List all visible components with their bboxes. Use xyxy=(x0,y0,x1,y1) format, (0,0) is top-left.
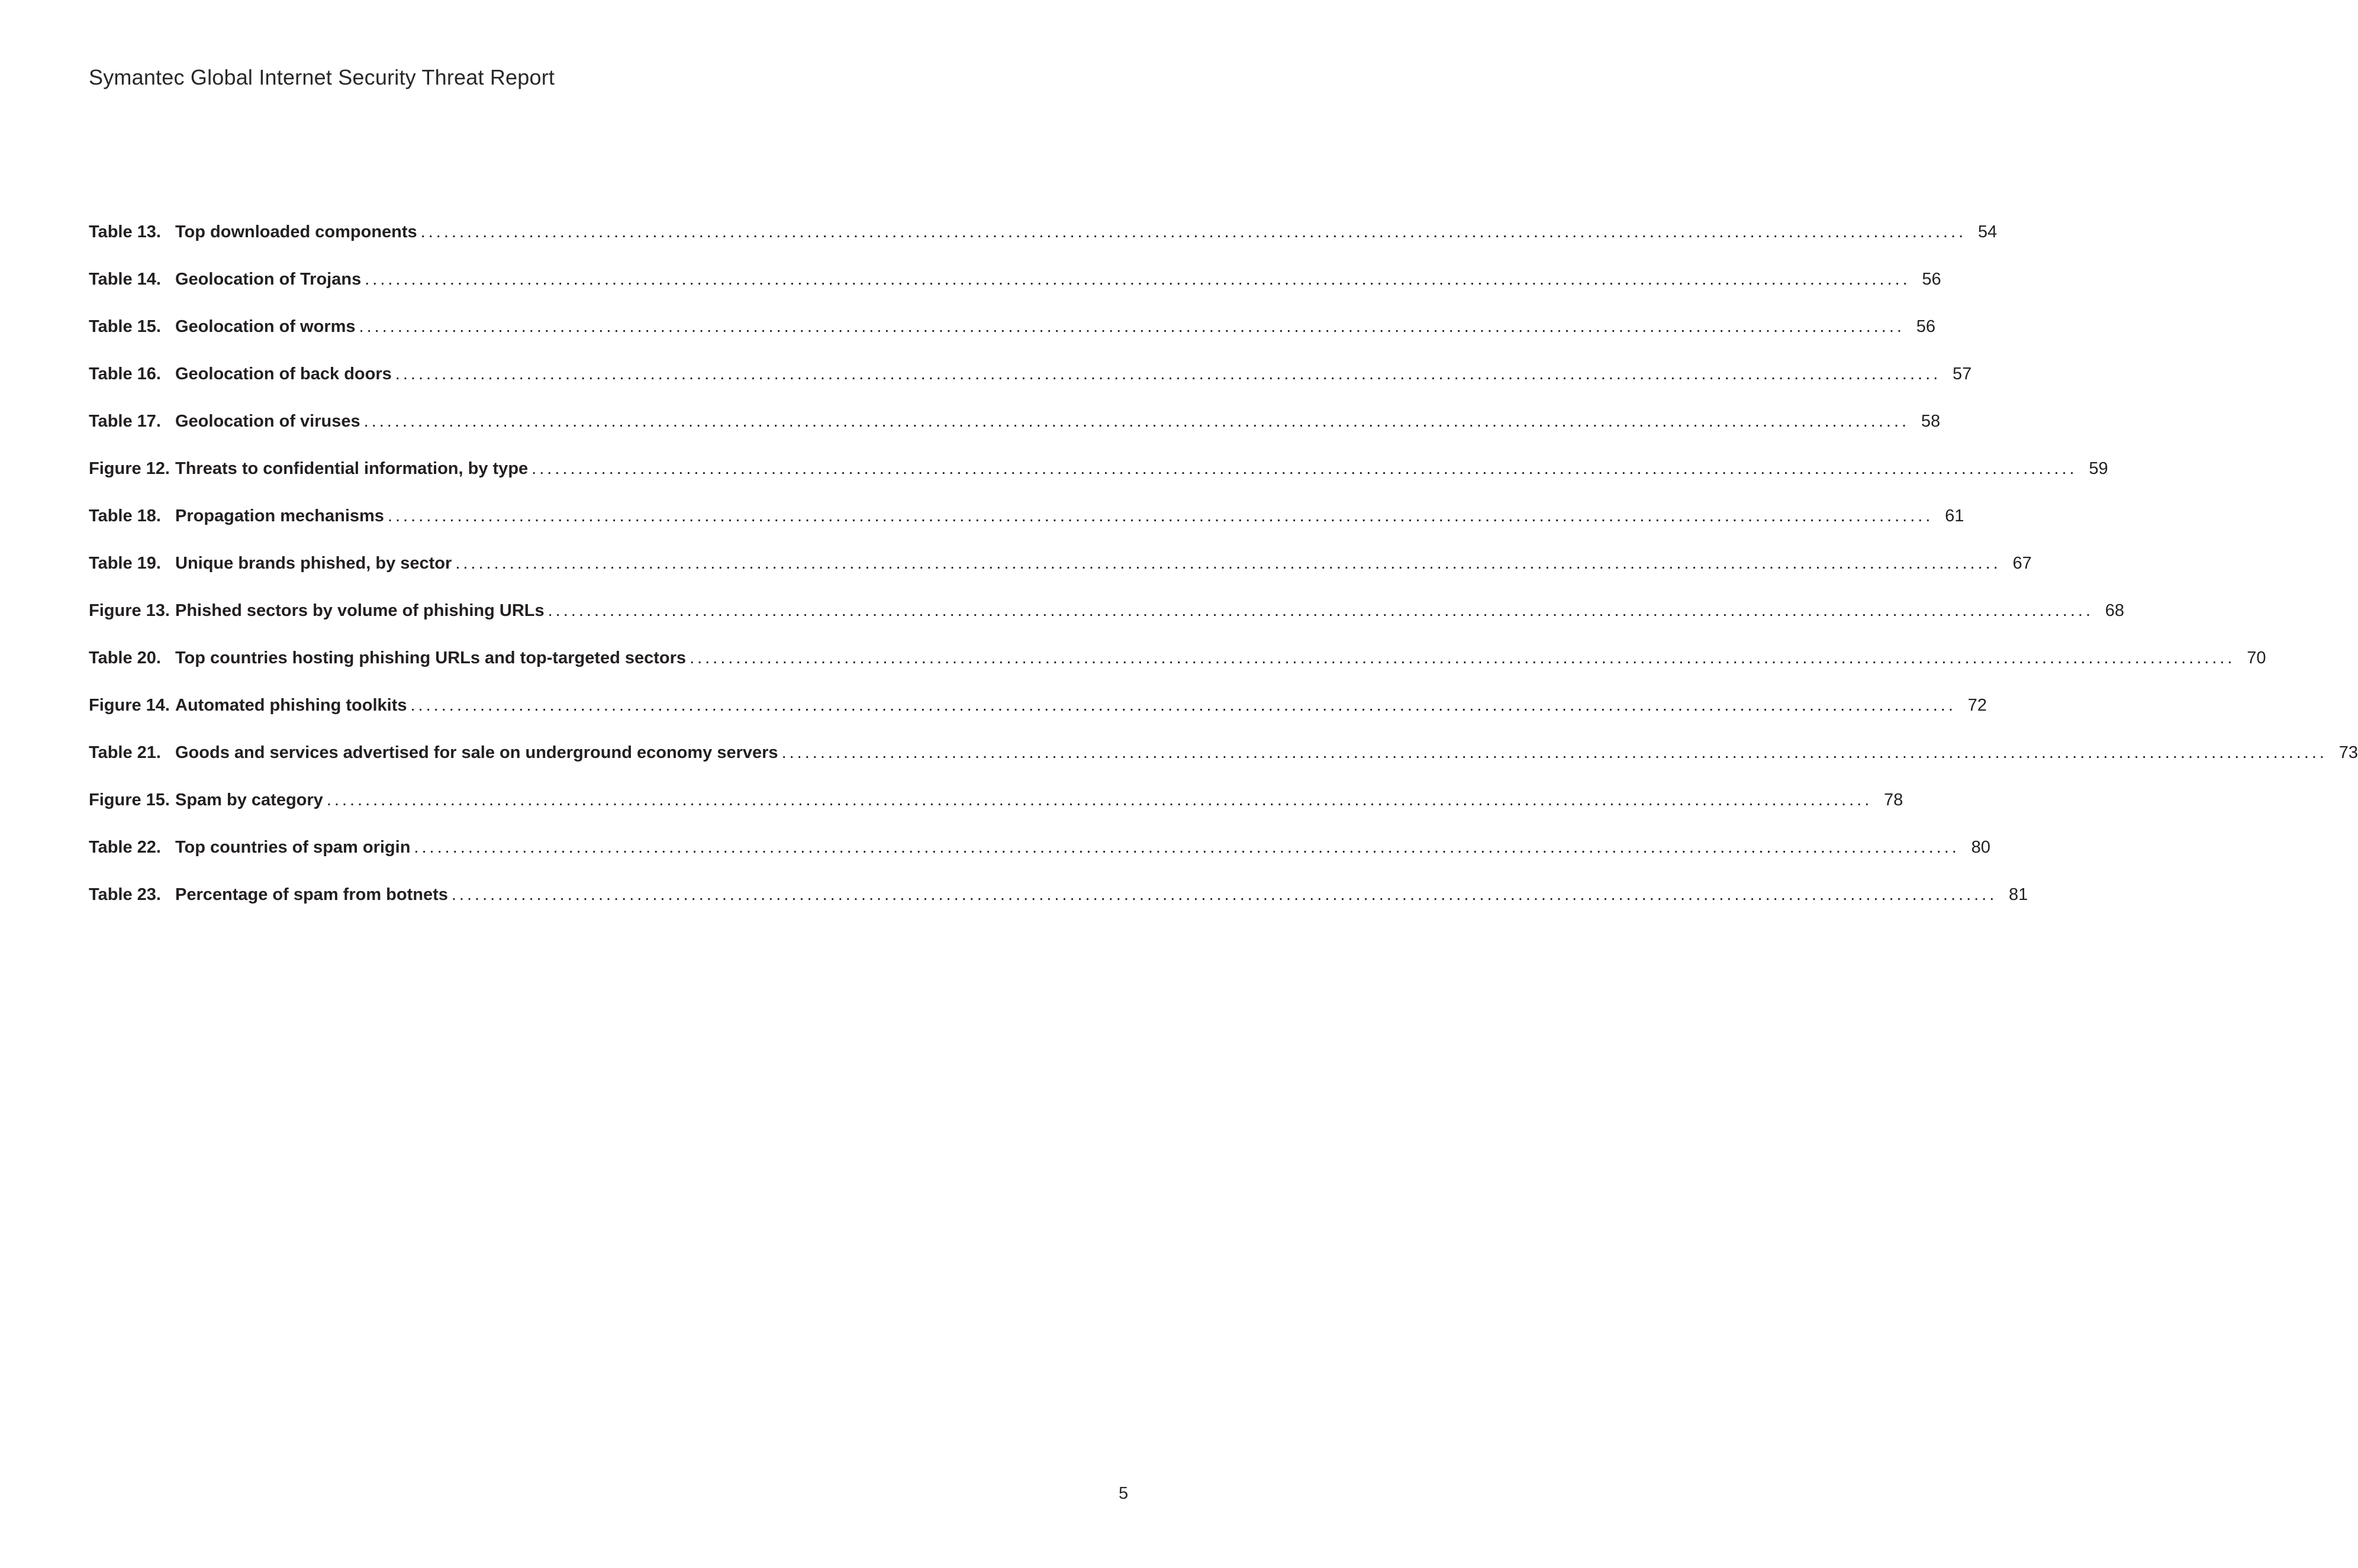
toc-entry-label: Table 14. xyxy=(89,270,161,289)
toc-entry-title: Top downloaded components xyxy=(175,222,417,241)
toc-entry-page: 67 xyxy=(2012,554,2032,573)
toc-entry-title: Percentage of spam from botnets xyxy=(175,885,448,904)
toc-dot-leader: ........................................................................................................................................................................................................ xyxy=(414,838,1960,857)
toc-entry-label: Table 23. xyxy=(89,885,161,904)
toc-entry[interactable] xyxy=(89,554,2032,601)
toc-entry-page: 61 xyxy=(1945,506,1964,525)
toc-entry-page: 80 xyxy=(1971,838,1990,857)
toc-dot-leader: ........................................................................................................................................................................................................ xyxy=(547,601,2094,620)
toc-entry[interactable] xyxy=(89,459,2108,506)
toc-entry-label: Table 19. xyxy=(89,554,161,573)
toc-entry-label: Table 17. xyxy=(89,412,161,431)
page-header-title: Symantec Global Internet Security Threat Report xyxy=(89,65,555,89)
toc-entry[interactable] xyxy=(89,838,1990,885)
toc-entry-title: Top countries hosting phishing URLs and top-targeted sectors xyxy=(175,649,687,667)
toc-entry-title: Goods and services advertised for sale on underground economy servers xyxy=(175,743,778,762)
toc-entry[interactable] xyxy=(89,506,1964,554)
toc-entry-title: Threats to confidential information, by type xyxy=(175,459,529,478)
toc-entry-page: 70 xyxy=(2247,649,2266,667)
toc-entry-label: Figure 15. xyxy=(89,791,170,809)
toc-entry-title: Geolocation of worms xyxy=(175,317,356,336)
toc-entry-page: 59 xyxy=(2089,459,2108,478)
toc-entry-title: Propagation mechanisms xyxy=(175,506,384,525)
toc-entry[interactable] xyxy=(89,696,1987,743)
toc-entry-title: Geolocation of back doors xyxy=(175,364,392,383)
toc-entry-page: 57 xyxy=(1952,364,1972,383)
table-of-contents xyxy=(89,222,2358,933)
toc-dot-leader: ........................................................................................................................................................................................................ xyxy=(451,885,1998,904)
toc-entry-page: 54 xyxy=(1977,222,1998,241)
toc-entry[interactable] xyxy=(89,412,1941,459)
toc-entry-title: Geolocation of Trojans xyxy=(175,270,362,289)
toc-entry-page: 73 xyxy=(2338,743,2358,762)
toc-entry[interactable] xyxy=(89,601,2125,649)
toc-dot-leader: ........................................................................................................................................................................................................ xyxy=(363,412,1910,431)
toc-dot-leader: ........................................................................................................................................................................................................ xyxy=(420,222,1967,241)
page-number: 5 xyxy=(1119,1484,1129,1503)
toc-entry-title: Automated phishing toolkits xyxy=(175,696,407,715)
toc-entry-page: 56 xyxy=(1922,270,1941,289)
toc-entry[interactable] xyxy=(89,222,1998,270)
toc-entry-label: Table 18. xyxy=(89,506,161,525)
toc-entry-title: Unique brands phished, by sector xyxy=(175,554,452,573)
toc-entry[interactable] xyxy=(89,649,2266,696)
toc-dot-leader: ........................................................................................................................................................................................................ xyxy=(387,506,1934,525)
toc-entry-page: 58 xyxy=(1921,412,1941,431)
toc-entry-label: Figure 12. xyxy=(89,459,170,478)
toc-entry-label: Table 15. xyxy=(89,317,161,336)
toc-entry-label: Table 13. xyxy=(89,222,161,241)
toc-entry-page: 56 xyxy=(1916,317,1935,336)
toc-entry-label: Figure 13. xyxy=(89,601,170,620)
toc-entry[interactable] xyxy=(89,791,1903,838)
toc-entry[interactable] xyxy=(89,885,2028,933)
toc-entry[interactable] xyxy=(89,317,1935,364)
toc-dot-leader: ........................................................................................................................................................................................................ xyxy=(395,364,1941,383)
toc-entry-page: 81 xyxy=(2009,885,2028,904)
toc-dot-leader: ........................................................................................................................................................................................................ xyxy=(359,317,1905,336)
toc-entry-title: Top countries of spam origin xyxy=(175,838,411,857)
toc-entry-title: Spam by category xyxy=(175,791,323,809)
toc-dot-leader: ........................................................................................................................................................................................................ xyxy=(365,270,1911,289)
toc-entry[interactable] xyxy=(89,270,1941,317)
toc-entry[interactable] xyxy=(89,364,1972,412)
toc-entry-label: Table 22. xyxy=(89,838,161,857)
toc-entry-label: Table 20. xyxy=(89,649,161,667)
toc-entry-title: Geolocation of viruses xyxy=(175,412,360,431)
toc-entry-title: Phished sectors by volume of phishing URLs xyxy=(175,601,545,620)
toc-dot-leader: ........................................................................................................................................................................................................ xyxy=(690,649,2235,667)
toc-dot-leader: ........................................................................................................................................................................................................ xyxy=(410,696,1956,715)
toc-dot-leader: ........................................................................................................................................................................................................ xyxy=(455,554,2001,573)
toc-entry-label: Table 21. xyxy=(89,743,161,762)
toc-entry-page: 68 xyxy=(2105,601,2125,620)
toc-dot-leader: ........................................................................................................................................................................................................ xyxy=(326,791,1873,809)
toc-entry[interactable] xyxy=(89,743,2358,791)
toc-dot-leader: ........................................................................................................................................................................................................ xyxy=(531,459,2077,478)
toc-dot-leader: ........................................................................................................................................................................................................ xyxy=(781,743,2327,762)
toc-entry-label: Figure 14. xyxy=(89,696,170,715)
toc-entry-page: 72 xyxy=(1967,696,1987,715)
toc-entry-page: 78 xyxy=(1884,791,1903,809)
toc-entry-label: Table 16. xyxy=(89,364,161,383)
